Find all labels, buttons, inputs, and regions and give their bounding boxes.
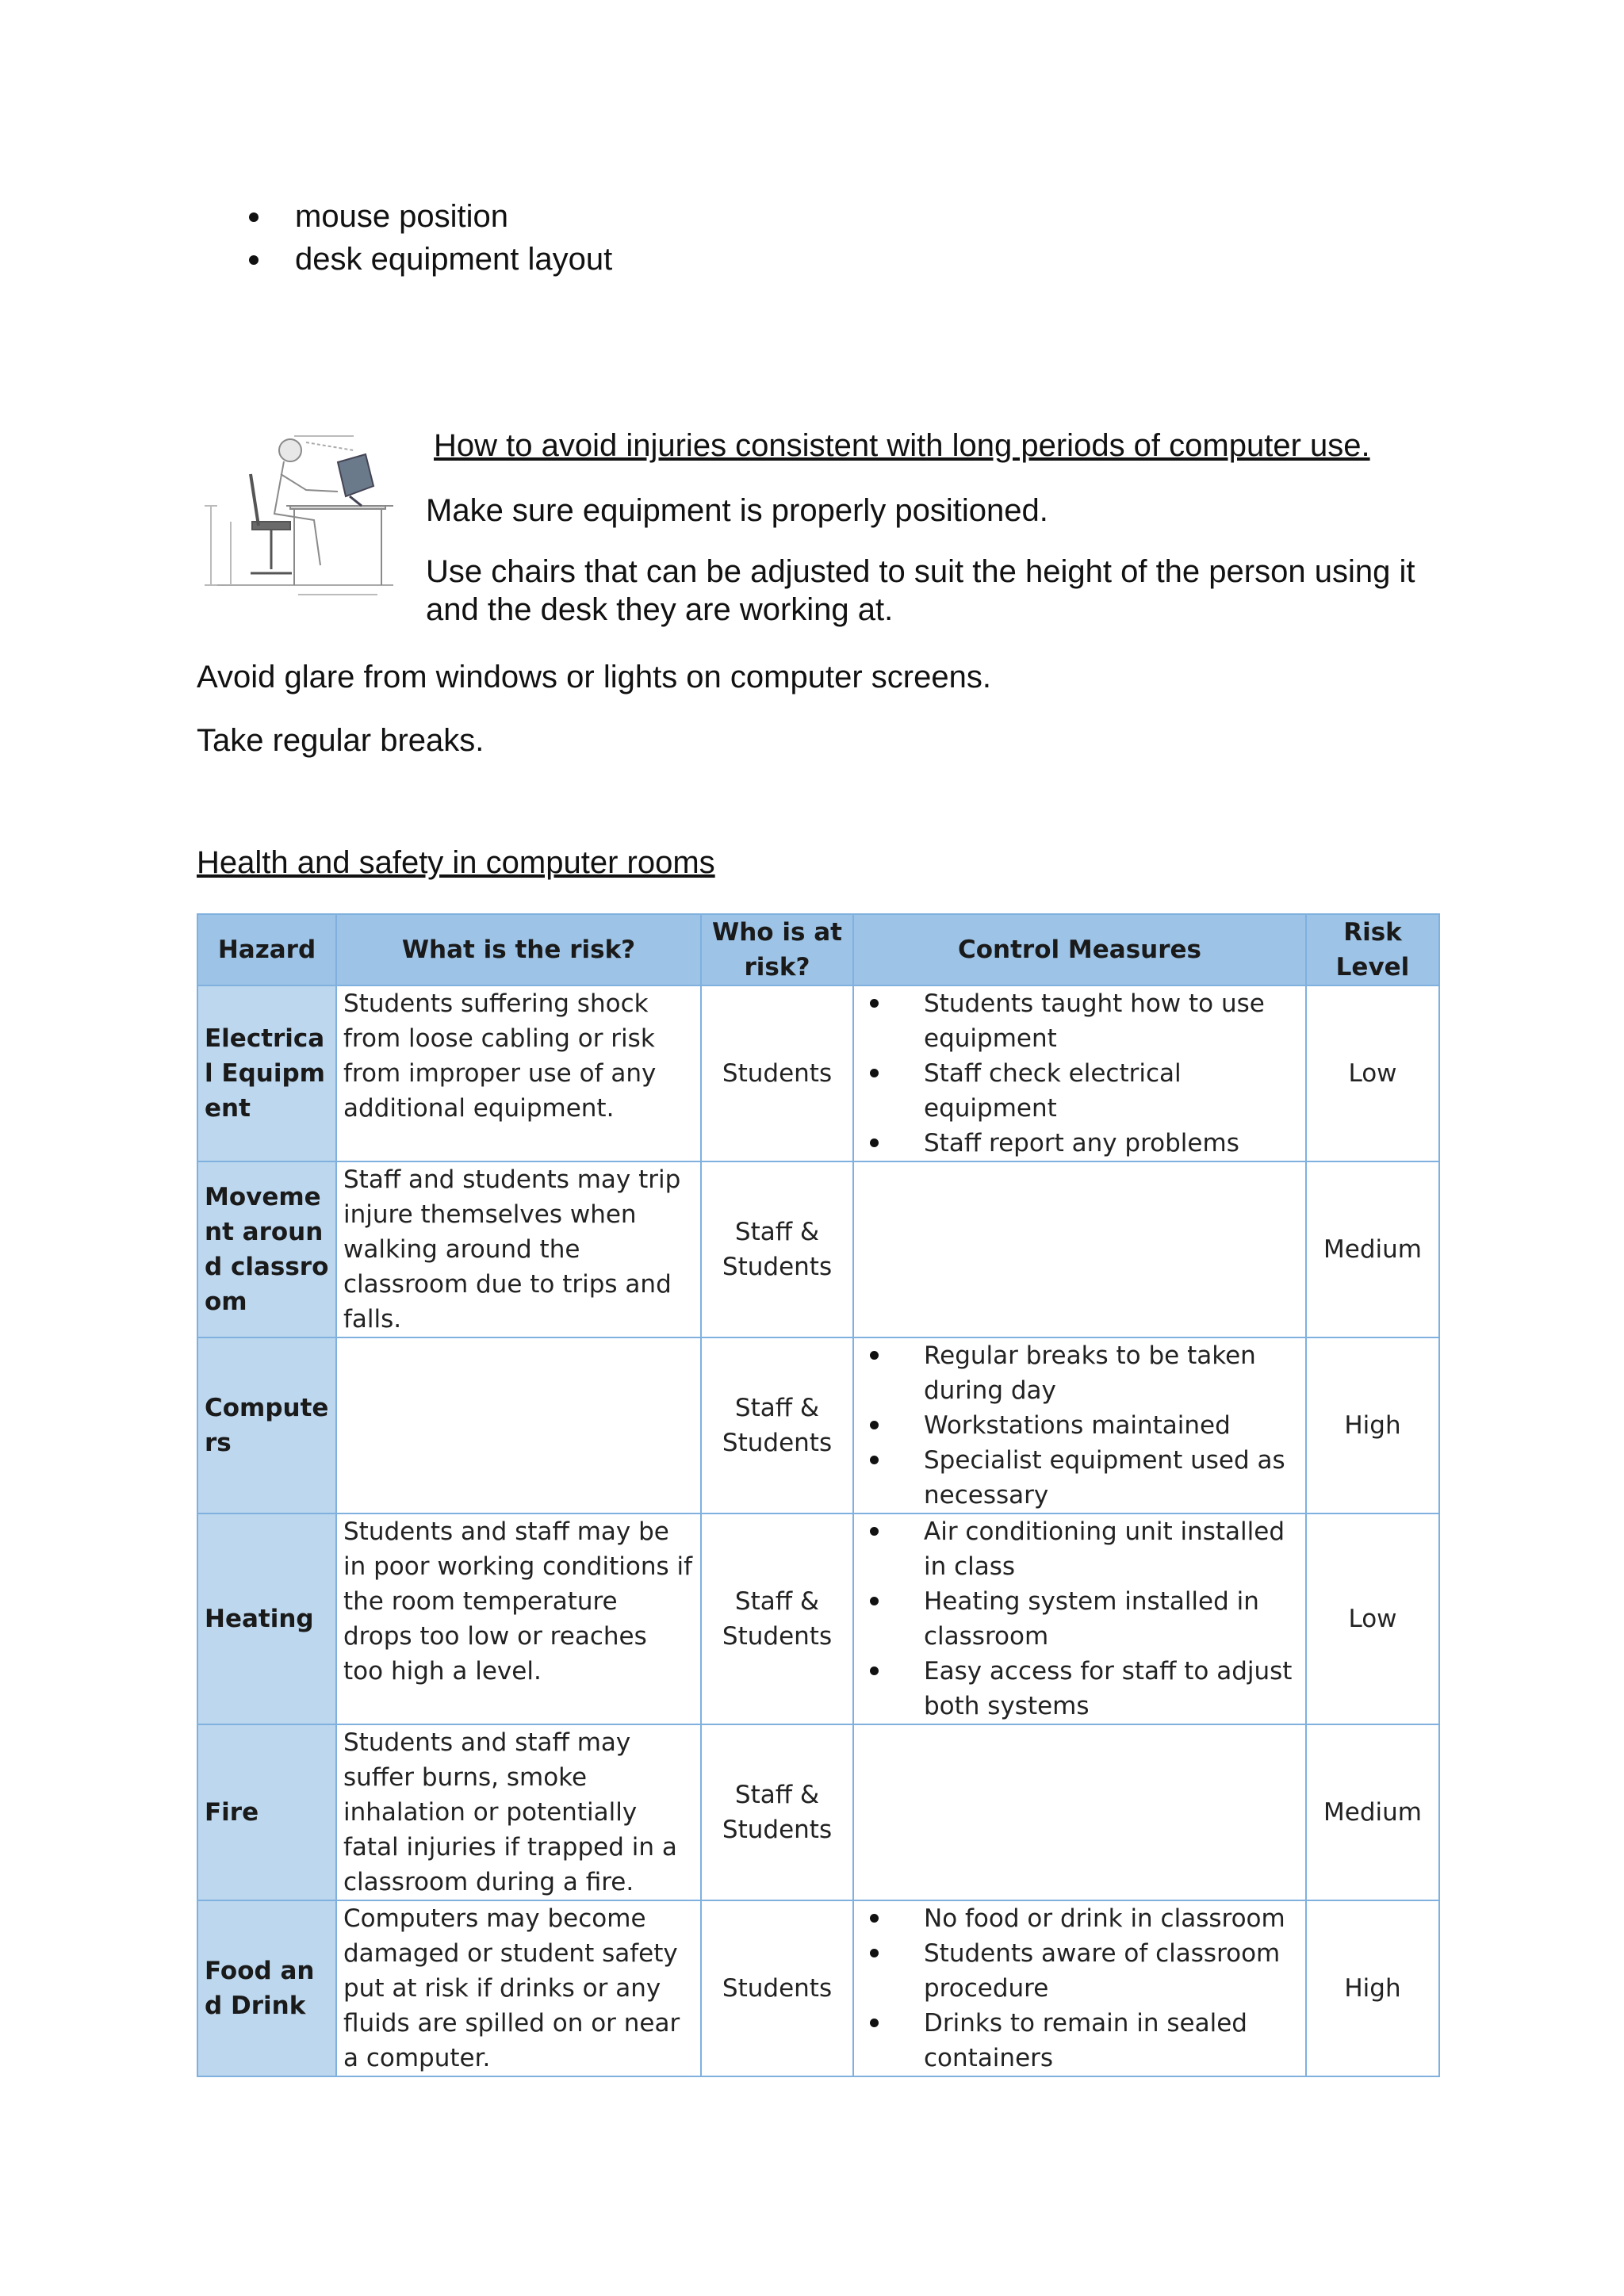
measure-item: No food or drink in classroom <box>860 1901 1299 1936</box>
risk-cell: Students and staff may suffer burns, smoke inhalation or potentially fatal injuries if trapped in a classroom during a fire. <box>336 1724 701 1900</box>
table-row <box>197 1724 1439 1900</box>
table-row <box>197 1337 1439 1513</box>
header-hazard: Hazard <box>197 914 336 985</box>
paragraph-equipment: Make sure equipment is properly positioned. <box>426 493 1048 528</box>
risk-level-cell: High <box>1306 1337 1439 1513</box>
paragraph-breaks: Take regular breaks. <box>197 723 485 758</box>
measures-cell <box>853 1513 1306 1724</box>
risk-cell: Computers may become damaged or student safety put at risk if drinks or any fluids are spilled on or near a computer. <box>336 1900 701 2076</box>
risk-assessment-table <box>197 913 1440 2077</box>
measures-cell <box>853 1724 1306 1900</box>
who-cell: Staff & Students <box>701 1513 853 1724</box>
section-heading-injuries: How to avoid injuries consistent with long periods of computer use. <box>434 428 1370 463</box>
top-bullet-list <box>238 195 612 281</box>
measure-item: Regular breaks to be taken during day <box>860 1338 1299 1408</box>
who-cell: Students <box>701 985 853 1161</box>
measure-item: Students taught how to use equipment <box>860 986 1299 1056</box>
risk-cell: Students and staff may be in poor working conditions if the room temperature drops too low or reaches too high a level. <box>336 1513 701 1724</box>
ergonomic-posture-diagram <box>195 427 409 601</box>
bullet-item: desk equipment layout <box>238 238 612 281</box>
paragraph-chairs: Use chairs that can be adjusted to suit the height of the person using it and the desk they are working at. <box>426 554 1415 627</box>
table-header-row <box>197 914 1439 985</box>
risk-cell: Students suffering shock from loose cabling or risk from improper use of any additional equipment. <box>336 985 701 1161</box>
risk-level-cell: Low <box>1306 1513 1439 1724</box>
measure-item: Easy access for staff to adjust both systems <box>860 1654 1299 1724</box>
measure-item: Air conditioning unit installed in class <box>860 1514 1299 1584</box>
hazard-cell: Computers <box>197 1337 336 1513</box>
who-cell: Staff & Students <box>701 1161 853 1337</box>
header-risk-level: Risk Level <box>1306 914 1439 985</box>
measure-item: Workstations maintained <box>860 1408 1299 1443</box>
risk-level-cell: Low <box>1306 985 1439 1161</box>
measure-item: Staff check electrical equipment <box>860 1056 1299 1126</box>
hazard-cell: Food and Drink <box>197 1900 336 2076</box>
header-control-measures: Control Measures <box>853 914 1306 985</box>
risk-level-cell: High <box>1306 1900 1439 2076</box>
section-heading-health-safety: Health and safety in computer rooms <box>197 845 715 880</box>
who-cell: Staff & Students <box>701 1337 853 1513</box>
measures-cell <box>853 1161 1306 1337</box>
hazard-cell: Fire <box>197 1724 336 1900</box>
bullet-item: mouse position <box>238 195 612 238</box>
risk-cell: Staff and students may trip injure themselves when walking around the classroom due to trips and falls. <box>336 1161 701 1337</box>
header-risk: What is the risk? <box>336 914 701 985</box>
measure-item: Drinks to remain in sealed containers <box>860 2006 1299 2076</box>
risk-cell <box>336 1337 701 1513</box>
risk-level-cell: Medium <box>1306 1161 1439 1337</box>
measures-cell <box>853 1900 1306 2076</box>
table-row <box>197 1900 1439 2076</box>
measure-item: Students aware of classroom procedure <box>860 1936 1299 2006</box>
measures-cell <box>853 985 1306 1161</box>
paragraph-glare: Avoid glare from windows or lights on computer screens. <box>197 660 991 695</box>
table-row <box>197 1513 1439 1724</box>
hazard-cell: Electrical Equipment <box>197 985 336 1161</box>
measure-item: Specialist equipment used as necessary <box>860 1443 1299 1513</box>
table-row <box>197 985 1439 1161</box>
hazard-cell: Heating <box>197 1513 336 1724</box>
risk-level-cell: Medium <box>1306 1724 1439 1900</box>
hazard-cell: Movement around classroom <box>197 1161 336 1337</box>
who-cell: Students <box>701 1900 853 2076</box>
measure-item: Heating system installed in classroom <box>860 1584 1299 1654</box>
who-cell: Staff & Students <box>701 1724 853 1900</box>
measures-cell <box>853 1337 1306 1513</box>
header-who: Who is at risk? <box>701 914 853 985</box>
table-row <box>197 1161 1439 1337</box>
measure-item: Staff report any problems <box>860 1126 1299 1161</box>
